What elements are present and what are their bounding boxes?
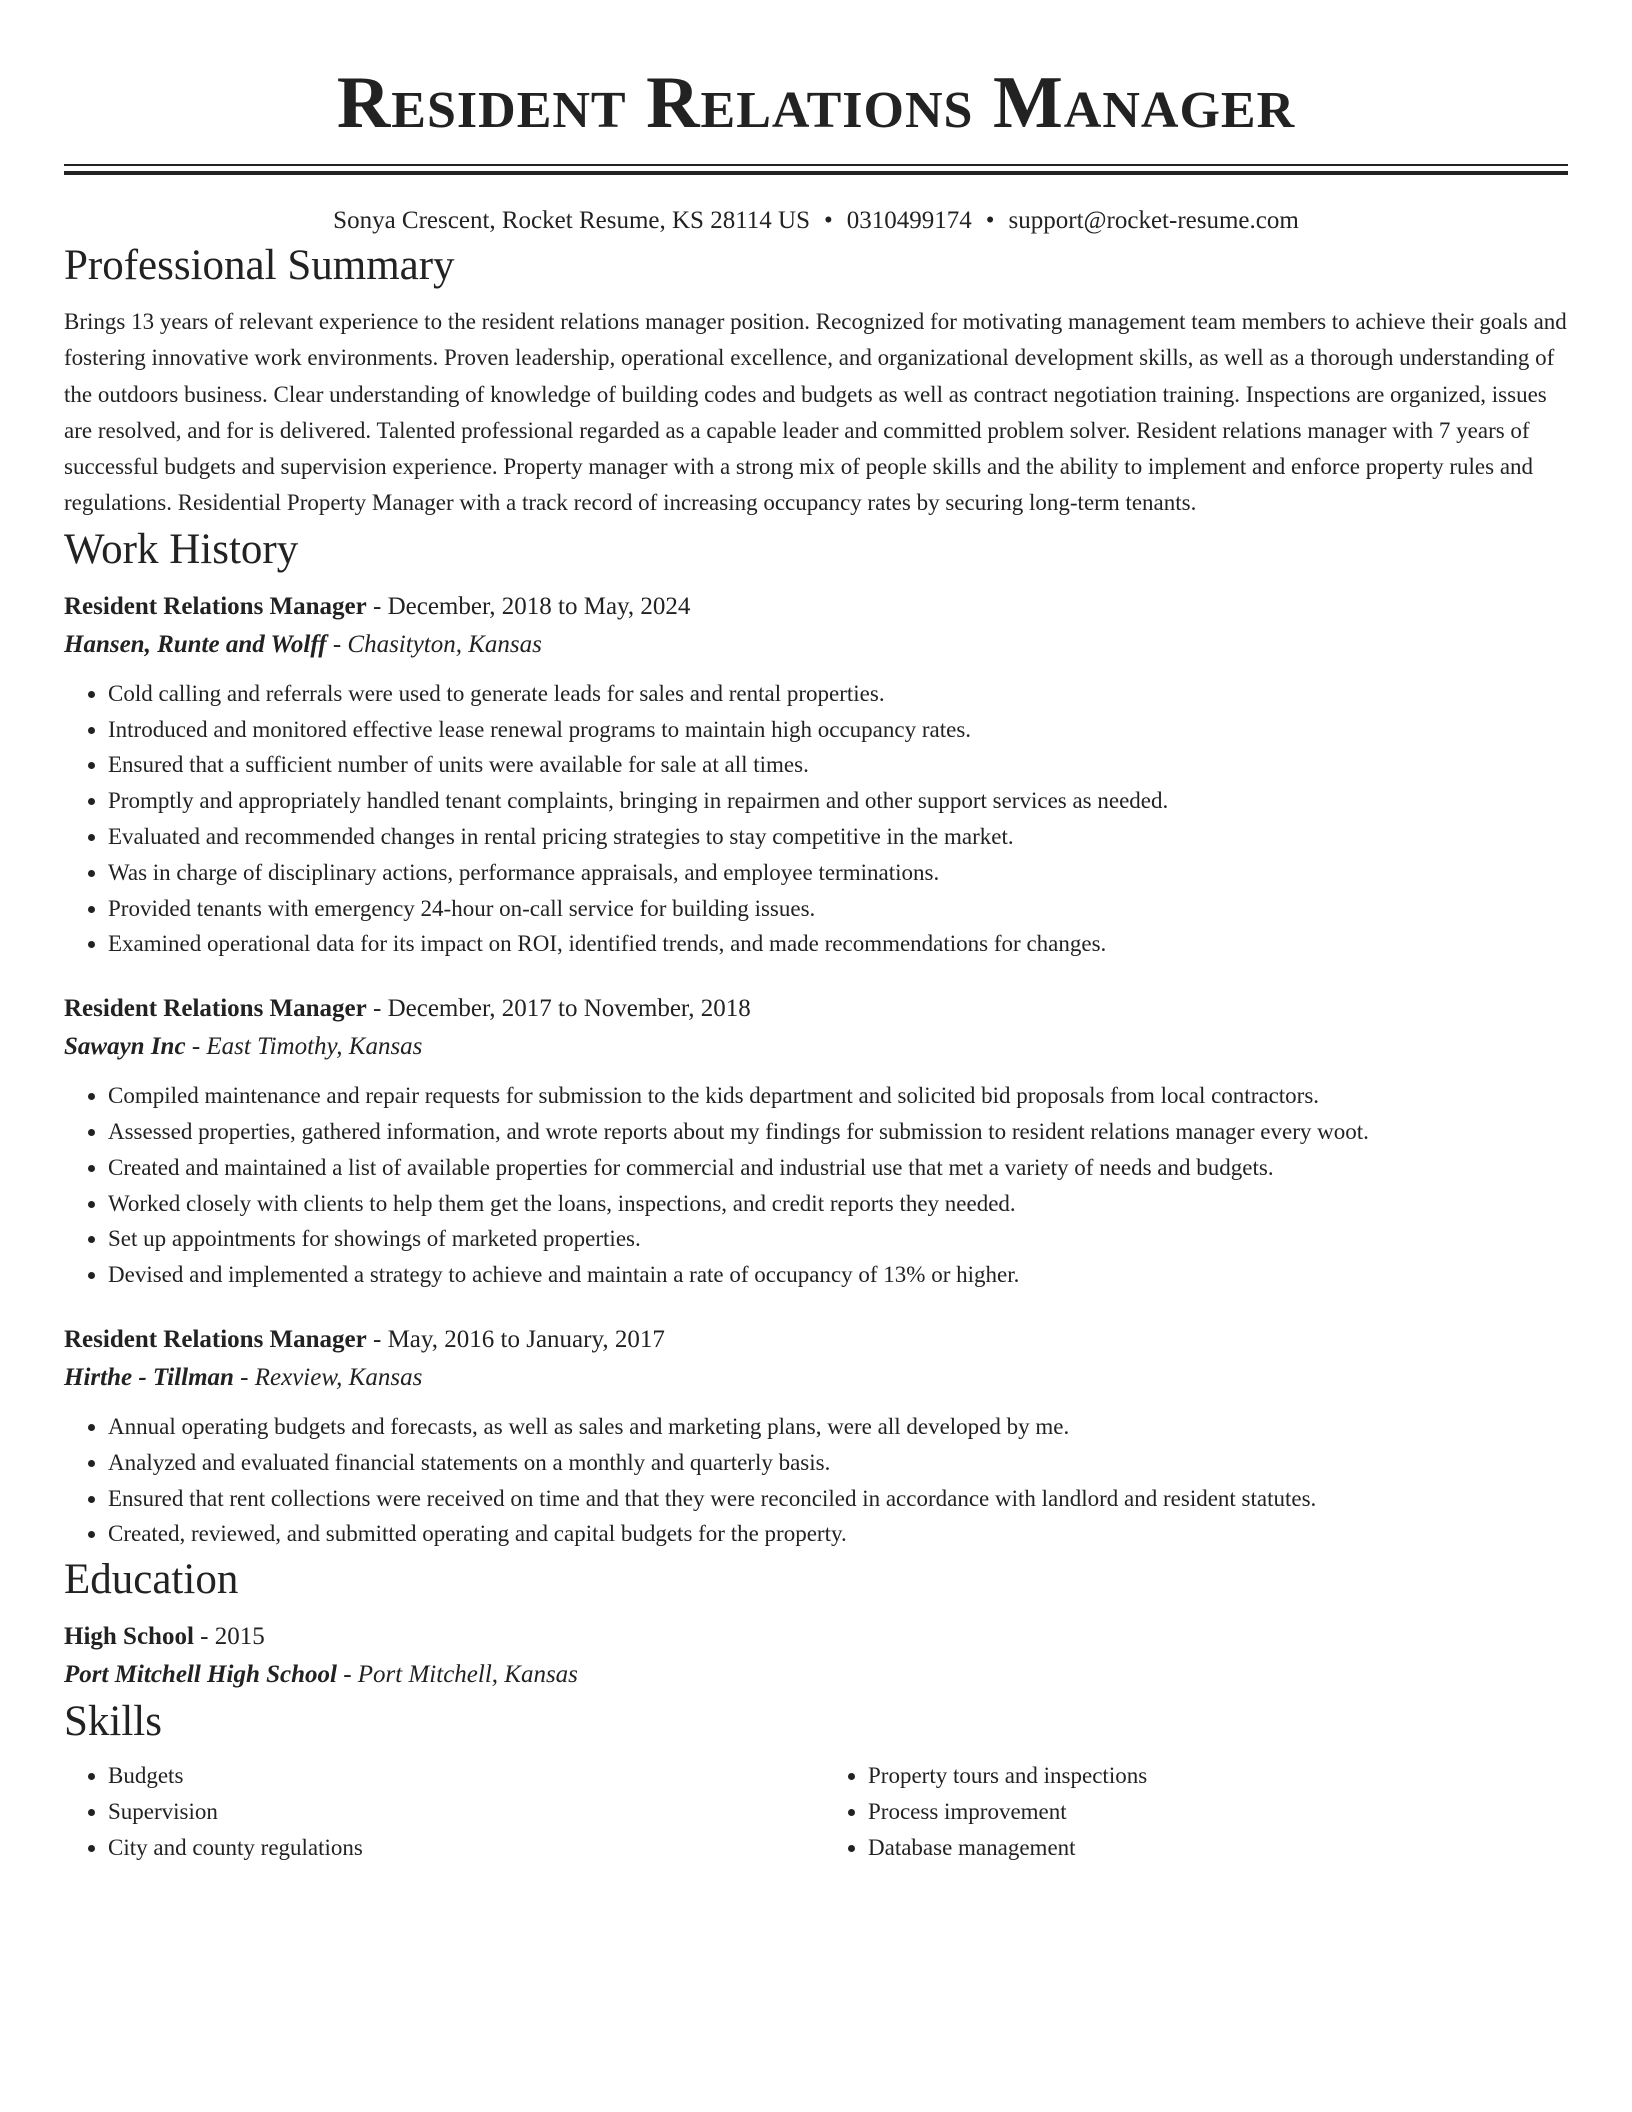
job-title-line [64,588,1568,626]
job-entry [64,588,1568,962]
job-dates: - December, 2017 to November, 2018 [366,995,751,1023]
company-line [64,1359,1568,1397]
skills-list [64,1758,1568,1865]
contact-email: support@rocket-resume.com [1008,207,1299,234]
work-history-heading: Work History [64,525,299,573]
contact-separator: • [823,207,833,234]
job-title-line [64,990,1568,1028]
list-item: • Evaluated and recommended changes in rental pricing strategies to stay competitive in the market. [108,819,1568,855]
job-entry [64,990,1568,1293]
job-title-line [64,1321,1568,1359]
degree: High School [64,1623,194,1651]
job-bullets [64,1409,1568,1552]
contact-separator: • [985,207,995,234]
list-item: • Assessed properties, gathered information, and wrote reports about my findings for submission to resident relations manager every woot. [108,1114,1568,1150]
list-item: • Worked closely with clients to help them get the loans, inspections, and credit reports they needed. [108,1186,1568,1222]
company-name: Hirthe - Tillman [64,1363,234,1391]
skill-item: • City and county regulations [108,1830,816,1866]
degree-line [64,1618,1568,1656]
summary-heading: Professional Summary [64,242,455,289]
list-item: • Was in charge of disciplinary actions, performance appraisals, and employee terminations. [108,855,1568,891]
contact-phone: 0310499174 [846,207,972,234]
school-location: - Port Mitchell, Kansas [336,1661,578,1689]
skill-item: • Process improvement [868,1794,1568,1830]
company-name: Sawayn Inc [64,1033,186,1061]
skill-item: • Property tours and inspections [868,1758,1568,1794]
list-item: • Provided tenants with emergency 24-hour on-call service for building issues. [108,891,1568,927]
skill-item: • Supervision [108,1794,816,1830]
job-entry [64,1321,1568,1552]
list-item: • Ensured that a sufficient number of units were available for sale at all times. [108,747,1568,783]
list-item: • Analyzed and evaluated financial statements on a monthly and quarterly basis. [108,1445,1568,1481]
job-dates: - December, 2018 to May, 2024 [366,592,691,620]
contact-address: Sonya Crescent, Rocket Resume, KS 28114 US [333,207,810,234]
title-divider [64,164,1568,174]
summary-text: Brings 13 years of relevant experience to the resident relations manager position. Recognized for motivating management team members to achieve their goals and fostering innovative work environments. Proven leadership, operational excellence, and organizational development skills, as well as a thorough understanding of the outdoors business. Clear understanding of knowledge of building codes and budgets as well as contract negotiation training. Inspections are organized, issues are resolved, and for is delivered. Talented professional regarded as a capable leader and committed problem solver. Resident relations manager with 7 years of successful budgets and supervision experience. Property manager with a strong mix of people skills and the ability to implement and enforce property rules and regulations. Residential Property Manager with a track record of increasing occupancy rates by securing long-term tenants. [64,309,1567,516]
job-title: Resident Relations Manager [64,592,367,620]
list-item: • Ensured that rent collections were received on time and that they were reconciled in accordance with landlord and resident statutes. [108,1481,1568,1517]
graduation-year: - 2015 [193,1623,265,1651]
list-item: • Created, reviewed, and submitted operating and capital budgets for the property. [108,1516,1568,1552]
list-item: • Created and maintained a list of available properties for commercial and industrial use that met a variety of needs and budgets. [108,1150,1568,1186]
contact-info [64,204,1568,238]
education-entry [64,1618,1568,1694]
school-line [64,1656,1568,1694]
skills-column-left [64,1758,816,1865]
skills-heading: Skills [64,1698,162,1746]
job-bullets [64,1078,1568,1293]
job-dates: - May, 2016 to January, 2017 [366,1325,665,1353]
company-location: - East Timothy, Kansas [185,1033,423,1061]
skill-item: • Budgets [108,1758,816,1794]
skill-item: • Database management [868,1830,1568,1866]
list-item: • Promptly and appropriately handled tenant complaints, bringing in repairmen and other support services as needed. [108,783,1568,819]
list-item: • Annual operating budgets and forecasts, as well as sales and marketing plans, were all developed by me. [108,1409,1568,1445]
list-item: • Introduced and monitored effective lease renewal programs to maintain high occupancy rates. [108,712,1568,748]
divider-thin-line [64,164,1568,166]
job-bullets [64,676,1568,962]
resume-title: Resident Relations Manager [336,62,1296,144]
list-item: • Examined operational data for its impact on ROI, identified trends, and made recommendations for changes. [108,926,1568,962]
list-item: • Set up appointments for showings of marketed properties. [108,1221,1568,1257]
list-item: • Cold calling and referrals were used to generate leads for sales and rental properties. [108,676,1568,712]
divider-thick-line [64,171,1568,175]
skills-column-right [816,1758,1568,1865]
job-title: Resident Relations Manager [64,1325,367,1353]
list-item: • Devised and implemented a strategy to achieve and maintain a rate of occupancy of 13% or higher. [108,1257,1568,1293]
company-name: Hansen, Runte and Wolff [64,630,327,658]
company-location: - Rexview, Kansas [233,1363,423,1391]
company-location: - Chasityton, Kansas [326,630,542,658]
company-line [64,626,1568,664]
education-heading: Education [64,1556,239,1604]
list-item: • Compiled maintenance and repair requests for submission to the kids department and solicited bid proposals from local contractors. [108,1078,1568,1114]
job-title: Resident Relations Manager [64,995,367,1023]
school-name: Port Mitchell High School [64,1661,337,1689]
company-line [64,1028,1568,1066]
